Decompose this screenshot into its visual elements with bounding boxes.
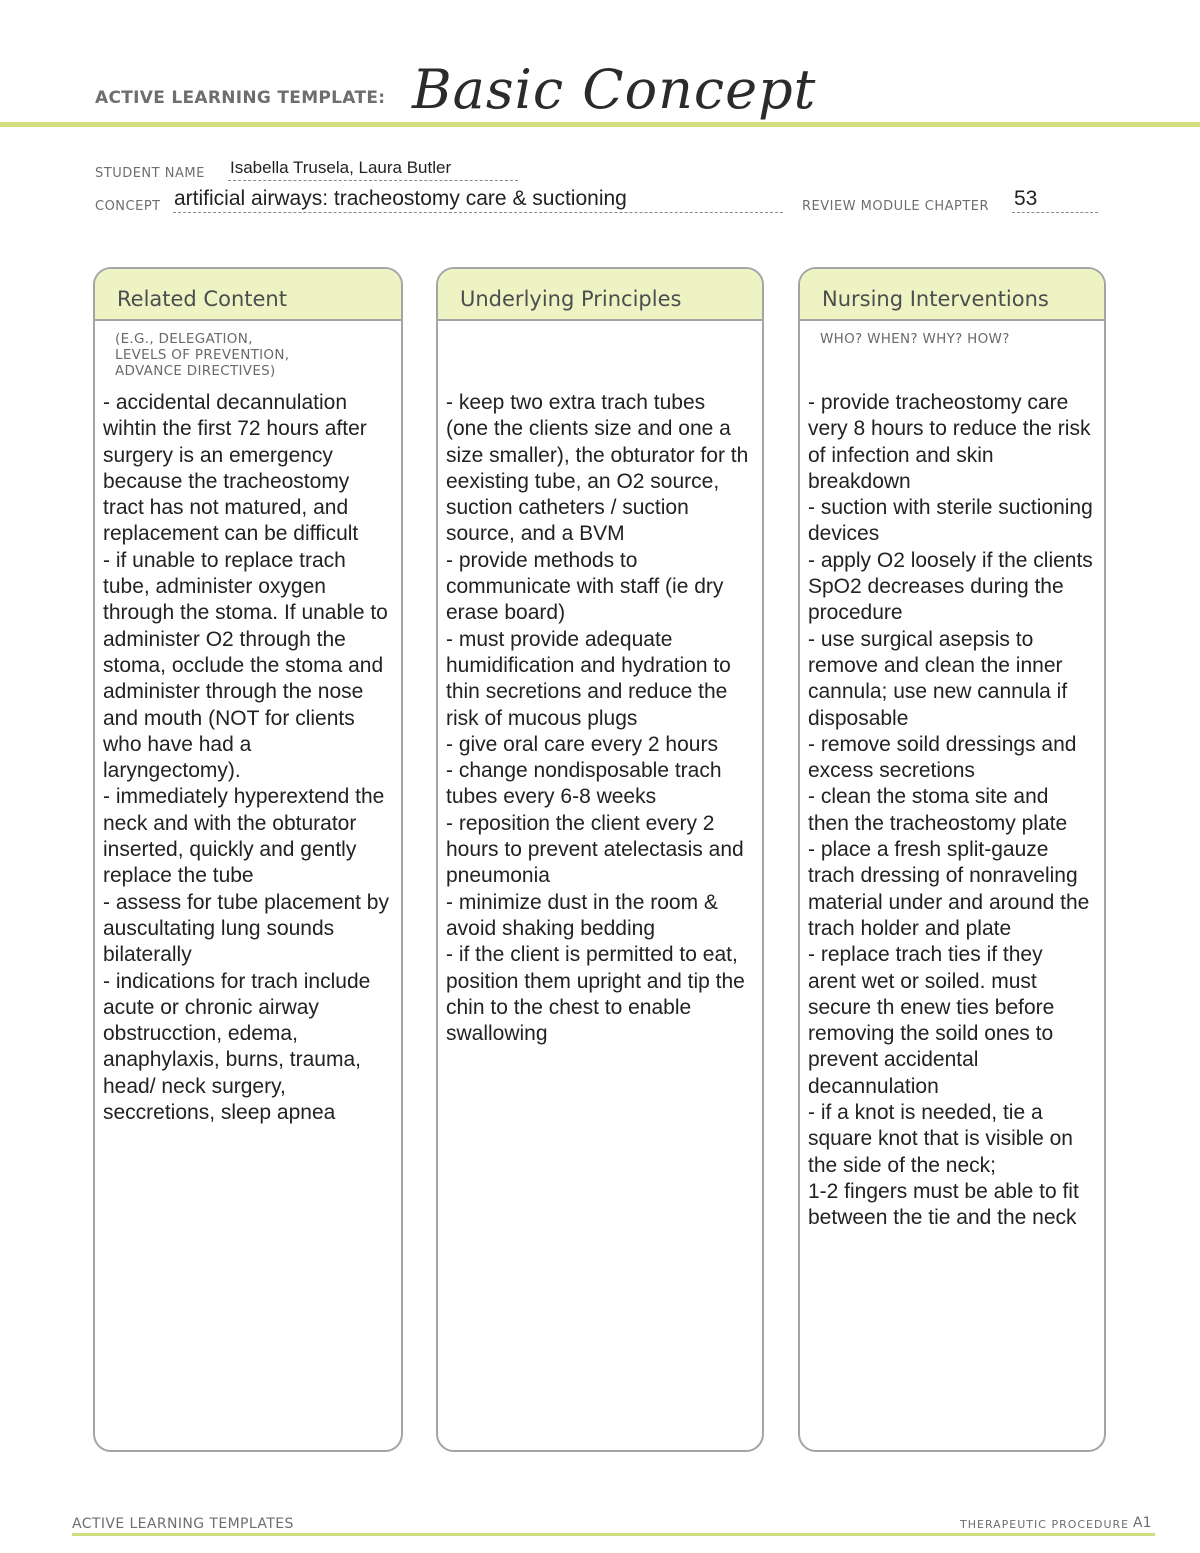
- related-content-header: Related Content: [95, 269, 401, 321]
- nursing-interventions-hint: WHO? WHEN? WHY? HOW?: [820, 331, 1010, 347]
- underlying-principles-box: [436, 267, 764, 1452]
- underlying-principles-header: Underlying Principles: [438, 269, 762, 321]
- student-name-field[interactable]: Isabella Trusela, Laura Butler: [230, 158, 452, 177]
- footer-rule: [72, 1533, 1155, 1536]
- template-title: Basic Concept: [412, 58, 817, 121]
- footer-templates-label: ACTIVE LEARNING TEMPLATES: [72, 1516, 294, 1532]
- concept-line: [173, 212, 783, 213]
- related-content-box: [93, 267, 403, 1452]
- nursing-interventions-text[interactable]: - provide tracheostomy care very 8 hours to reduce the risk of infection and skin breakdown - suction with sterile suctioning devices - apply O2 loosely if the clients SpO2 decreases during the procedure - use surgical asepsis to remove and clean the inner cannula; use new cannula if disposable - remove soild dressings and excess secretions - clean the stoma site and then the tracheostomy plate - place a fresh split-gauze trach dressing of nonraveling material under and around the trach holder and plate - replace trach ties if they arent wet or soiled. must secure th enew ties before removing the soild ones to prevent accidental decannulation - if a knot is needed, tie a square knot that is visible on the side of the neck; 1-2 fingers must be able to fit between the tie and the neck: [808, 391, 1093, 1230]
- footer-page-code: A1: [1133, 1515, 1152, 1531]
- chapter-line: [1012, 212, 1098, 213]
- footer-category-label: THERAPEUTIC PROCEDURE: [960, 1518, 1130, 1531]
- chapter-label: REVIEW MODULE CHAPTER: [802, 199, 990, 214]
- template-label: ACTIVE LEARNING TEMPLATE:: [95, 88, 386, 108]
- related-content-text[interactable]: - accidental decannulation wihtin the first 72 hours after surgery is an emergency because the tracheostomy tract has not matured, and replacement can be difficult - if unable to replace trach tube, administer oxygen through the stoma. If unable to administer O2 through the stoma, occlude the stoma and administer through the nose and mouth (NOT for clients who have had a laryngectomy). - immediately hyperextend the neck and with the obturator inserted, quickly and gently replace the tube - assess for tube placement by auscultating lung sounds bilaterally - indications for trach include acute or chronic airway obstrucction, edema, anaphylaxis, burns, trauma, head/ neck surgery, seccretions, sleep apnea: [103, 391, 389, 1125]
- nursing-interventions-header: Nursing Interventions: [800, 269, 1104, 321]
- header-rule: [0, 122, 1200, 127]
- student-name-label: STUDENT NAME: [95, 166, 205, 181]
- related-content-hint: (E.G., DELEGATION, LEVELS OF PREVENTION, ADVANCE DIRECTIVES): [115, 331, 290, 379]
- nursing-interventions-box: [798, 267, 1106, 1452]
- student-name-line: [228, 180, 518, 181]
- underlying-principles-spacer: [438, 321, 762, 390]
- concept-label: CONCEPT: [95, 199, 161, 214]
- concept-field[interactable]: artificial airways: tracheostomy care & suctioning: [174, 187, 627, 210]
- underlying-principles-text[interactable]: - keep two extra trach tubes (one the clients size and one a size smaller), the obturator for th eexisting tube, an O2 source, suction catheters / suction source, and a BVM - provide methods to communicate with staff (ie dry erase board) - must provide adequate humidification and hydration to thin secretions and reduce the risk of mucous plugs - give oral care every 2 hours - change nondisposable trach tubes every 6-8 weeks - reposition the client every 2 hours to prevent atelectasis and pneumonia - minimize dust in the room & avoid shaking bedding - if the client is permitted to eat, position them upright and tip the chin to the chest to enable swallowing: [446, 391, 749, 1046]
- chapter-field[interactable]: 53: [1014, 187, 1038, 210]
